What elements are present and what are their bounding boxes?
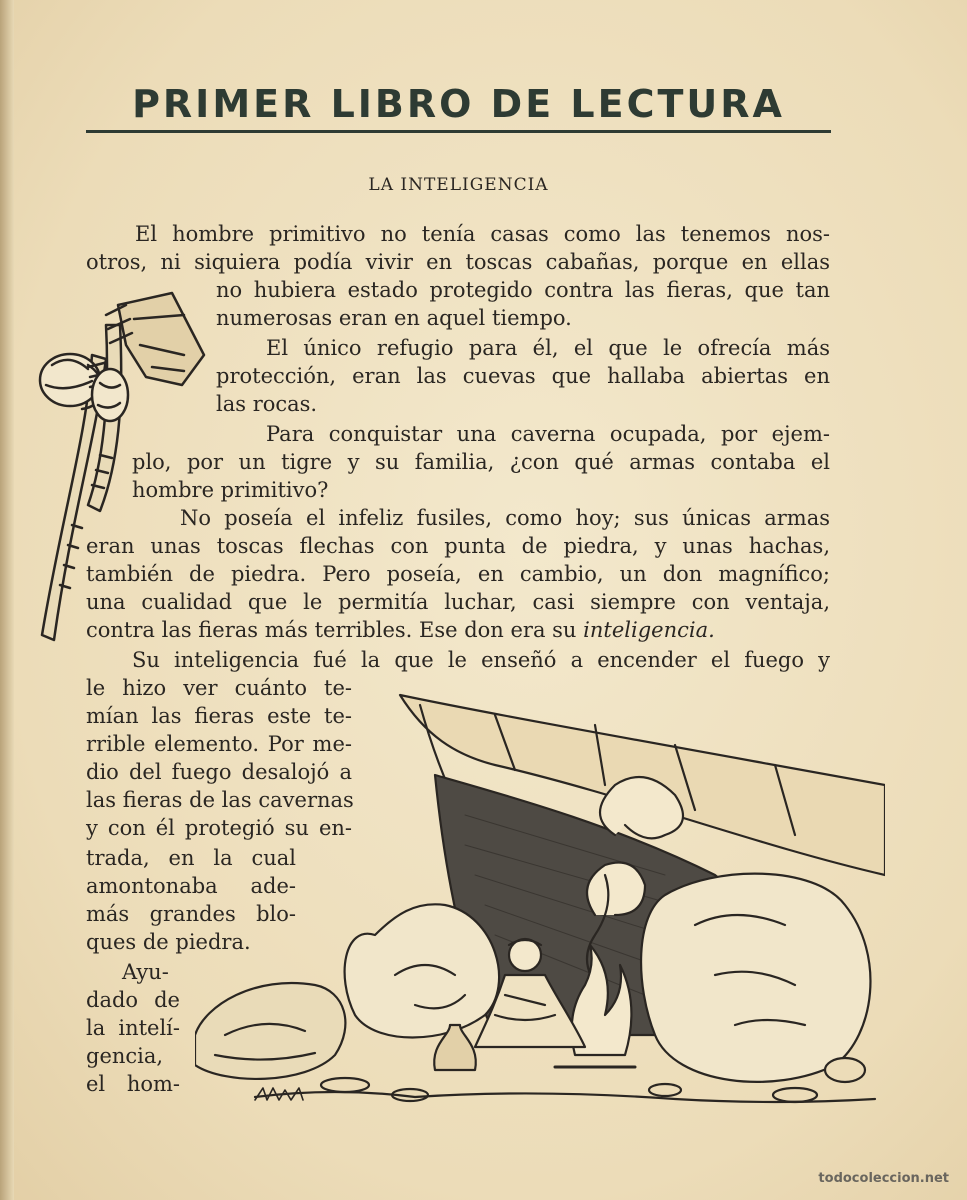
emphasis-word: inteligencia. bbox=[583, 618, 715, 642]
cave-scene-illustration bbox=[195, 675, 885, 1115]
text-line: la intelí- bbox=[86, 1016, 180, 1040]
text-line: gencia, bbox=[86, 1044, 164, 1068]
text-line: otros, ni siquiera podía vivir en toscas cabañas, porque en ellas bbox=[86, 250, 830, 274]
text-line: ques de piedra. bbox=[86, 930, 251, 954]
text-line: el hom- bbox=[86, 1072, 180, 1096]
text-line: No poseía el infeliz fusiles, como hoy; sus únicas armas bbox=[180, 506, 830, 530]
text-line: eran unas toscas flechas con punta de piedra, y unas hachas, bbox=[86, 534, 830, 558]
text-line: también de piedra. Pero poseía, en cambio, un don magnífico; bbox=[86, 562, 830, 586]
text-line: Para conquistar una caverna ocupada, por ejem- bbox=[266, 422, 830, 446]
text-line: le hizo ver cuánto te- bbox=[86, 676, 352, 700]
text-line: dado de bbox=[86, 988, 180, 1012]
page-header-title: PRIMER LIBRO DE LECTURA bbox=[132, 82, 785, 126]
section-title: LA INTELIGENCIA bbox=[368, 175, 549, 195]
text-line: no hubiera estado protegido contra las fieras, que tan bbox=[216, 278, 830, 302]
text-line: más grandes blo- bbox=[86, 902, 296, 926]
text-line: amontonaba ade- bbox=[86, 874, 296, 898]
watermark: todocoleccion.net bbox=[818, 1171, 949, 1186]
text-line: hombre primitivo? bbox=[132, 478, 329, 502]
text-line: numerosas eran en aquel tiempo. bbox=[216, 306, 572, 330]
text-line: El hombre primitivo no tenía casas como las tenemos nos- bbox=[135, 222, 830, 246]
text-line: Su inteligencia fué la que le enseñó a encender el fuego y bbox=[132, 648, 830, 672]
text-line: dio del fuego desalojó a bbox=[86, 760, 352, 784]
text-line: plo, por un tigre y su familia, ¿con qué armas contaba el bbox=[132, 450, 830, 474]
text-line: trada, en la cual bbox=[86, 846, 296, 870]
text-line: y con él protegió su en- bbox=[86, 816, 352, 840]
text-line: las rocas. bbox=[216, 392, 318, 416]
text-line: rrible elemento. Por me- bbox=[86, 732, 352, 756]
header-rule bbox=[86, 130, 831, 133]
text-line: protección, eran las cuevas que hallaba abiertas en bbox=[216, 364, 830, 388]
stone-axes-illustration bbox=[22, 285, 212, 655]
text-line: las fieras de las cavernas bbox=[86, 788, 354, 812]
text-span: contra las fieras más terribles. Ese don era su bbox=[86, 618, 577, 642]
text-line: una cualidad que le permitía luchar, casi siempre con ventaja, bbox=[86, 590, 830, 614]
text-line: El único refugio para él, el que le ofrecía más bbox=[266, 336, 830, 360]
text-line: Ayu- bbox=[122, 960, 169, 984]
text-line: mían las fieras este te- bbox=[86, 704, 352, 728]
